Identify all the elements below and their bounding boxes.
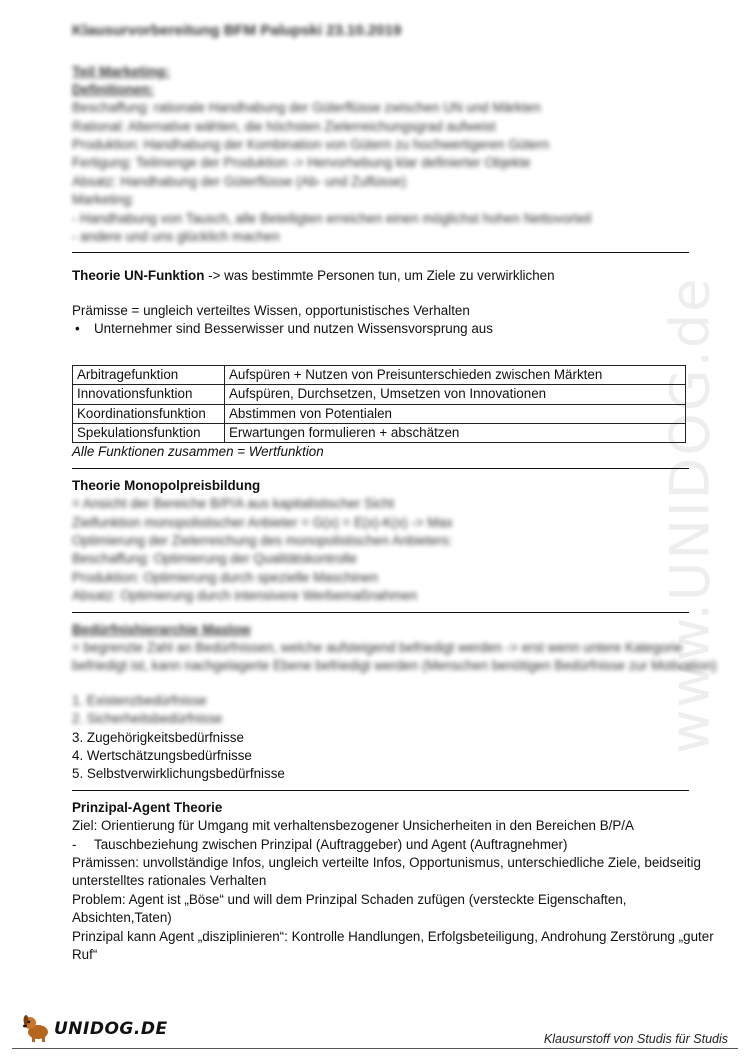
section-divider (72, 468, 689, 469)
table-cell-name: Arbitragefunktion (73, 365, 225, 384)
marketing-subheading: Definitionen: (72, 81, 154, 97)
maslow-blurred (72, 621, 726, 729)
table-row (73, 365, 686, 384)
section-monopol (72, 477, 726, 606)
bullet-text: Unternehmer sind Besserwisser und nutzen Wissensvorsprung aus (94, 321, 493, 337)
footer-slogan: Klausurstoff von Studis für Studis (543, 1032, 728, 1046)
prinzipal-praemissen: Prämissen: unvollständige Infos, ungleich verteilte Infos, Opportunismus, unterschiedliche Ziele, beidseitig unterstelltes rationales Verhalten (72, 855, 701, 889)
marketing-line: Absatz: Handhabung der Güterflüsse (Ab- und Zuflüsse) (72, 173, 407, 189)
un-funktion-bullet (72, 320, 726, 338)
section-un-funktion (72, 267, 726, 461)
monopol-line: Optimierung der Zielerreichung des monopolistischen Anbieters: (72, 532, 453, 548)
marketing-line: Produktion: Handhabung der Kombination von Gütern zu hochwertigeren Gütern (72, 137, 550, 153)
marketing-line: Fertigung: Teilmenge der Produktion -> Hervorhebung klar definierter Objekte (72, 155, 531, 171)
logo-text: UNIDOG.DE (54, 1018, 168, 1039)
prinzipal-heading: Prinzipal-Agent Theorie (72, 799, 223, 815)
un-funktion-heading-line (72, 267, 726, 285)
maslow-heading: Bedürfnishierarchie Maslow (72, 621, 251, 637)
prinzipal-disziplin: Prinzipal kann Agent „disziplinieren“: Kontrolle Handlungen, Erfolgsbeteiligung, Androhung Zerstörung „guter Ruf“ (72, 928, 714, 963)
unidog-logo (22, 1012, 168, 1042)
un-funktion-premise: Prämisse = ungleich verteiltes Wissen, opportunistisches Verhalten (72, 302, 470, 318)
marketing-line: Marketing: (72, 192, 135, 208)
section-prinzipal (72, 799, 726, 965)
monopol-line: = Ansicht der Bereiche B/P/A aus kapitalistischer Sicht (72, 496, 394, 512)
dash-text: Tauschbeziehung zwischen Prinzipal (Auftraggeber) und Agent (Auftragnehmer) (94, 836, 568, 852)
marketing-line: - andere und uns glücklich machen (72, 229, 280, 245)
section-marketing (72, 62, 726, 246)
functions-table (72, 365, 686, 444)
marketing-line: Rational: Alternative wählen, die höchsten Zielerreichungsgrad aufweist (72, 118, 496, 134)
maslow-item: 2. Sicherheitsbedürfnisse (72, 711, 223, 727)
prinzipal-problem: Problem: Agent ist „Böse“ und will dem Prinzipal Schaden zufügen (versteckte Eigenschaften, Absichten,Taten) (72, 891, 627, 926)
monopol-heading: Theorie Monopolpreisbildung (72, 477, 261, 493)
marketing-line: Beschaffung: rationale Handhabung der Güterflüsse zwischen UN und Märkten (72, 100, 541, 116)
table-cell-name: Spekulationsfunktion (73, 423, 225, 442)
watermark-text: www.UNIDOG.de (658, 276, 722, 754)
section-divider (72, 252, 689, 253)
footer-divider (12, 1048, 738, 1049)
table-cell-desc: Erwartungen formulieren + abschätzen (225, 423, 686, 442)
bullet-icon: • (75, 321, 80, 337)
monopol-line: Zielfunktion monopolistischer Anbieter = G(x) = E(x)-K(x) -> Max (72, 514, 453, 530)
table-cell-name: Innovationsfunktion (73, 385, 225, 404)
section-divider (72, 612, 689, 613)
table-cell-desc: Abstimmen von Potentialen (225, 404, 686, 423)
monopol-line: Produktion: Optimierung durch spezielle Maschinen (72, 569, 378, 585)
document-title: Klausurvorbereitung BFM Palupski 23.10.2019 (72, 22, 402, 39)
maslow-item: 5. Selbstverwirklichungsbedürfnisse (72, 766, 285, 782)
marketing-line: - Handhabung von Tausch, alle Beteiligten erreichen einen möglichst hohen Nettovorteil (72, 210, 592, 226)
table-cell-desc: Aufspüren + Nutzen von Preisunterschieden zwischen Märkten (225, 365, 686, 384)
prinzipal-ziel: Ziel: Orientierung für Umgang mit verhaltensbezogener Unsicherheiten in den Bereichen B/P/A (72, 818, 634, 834)
prinzipal-dash-item (72, 836, 726, 854)
monopol-line: Absatz: Optimierung durch intensivere Werbemaßnahmen (72, 588, 418, 604)
table-cell-name: Koordinationsfunktion (73, 404, 225, 423)
maslow-item: 3. Zugehörigkeitsbedürfnisse (72, 729, 244, 745)
un-funktion-summary: Alle Funktionen zusammen = Wertfunktion (72, 444, 324, 460)
table-row (73, 404, 686, 423)
maslow-item: 4. Wertschätzungsbedürfnisse (72, 748, 252, 763)
un-funktion-heading: Theorie UN-Funktion (72, 268, 205, 284)
section-divider (72, 790, 689, 791)
dash-icon: - (72, 836, 77, 852)
maslow-text: = begrenzte Zahl an Bedürfnissen, welche aufsteigend befriedigt werden -> erst wenn untere Kategorie befriedigt ist, kann nachgelagerte Ebene befriedigt werden (Menschen benötigen Bedürfnisse zur Motivation) (72, 639, 717, 674)
marketing-heading: Teil Marketing: (72, 63, 170, 80)
table-cell-desc: Aufspüren, Durchsetzen, Umsetzen von Innovationen (225, 385, 686, 404)
monopol-body (72, 495, 726, 605)
table-row (73, 385, 686, 404)
section-maslow (72, 621, 726, 784)
un-funktion-heading-rest: -> was bestimmte Personen tun, um Ziele zu verwirklichen (204, 268, 555, 284)
maslow-item: 1. Existenzbedürfnisse (72, 692, 207, 708)
monopol-line: Beschaffung: Optimierung der Qualitätskontrolle (72, 551, 357, 567)
table-row (73, 423, 686, 442)
dog-icon (22, 1012, 52, 1042)
document-page (72, 22, 726, 964)
